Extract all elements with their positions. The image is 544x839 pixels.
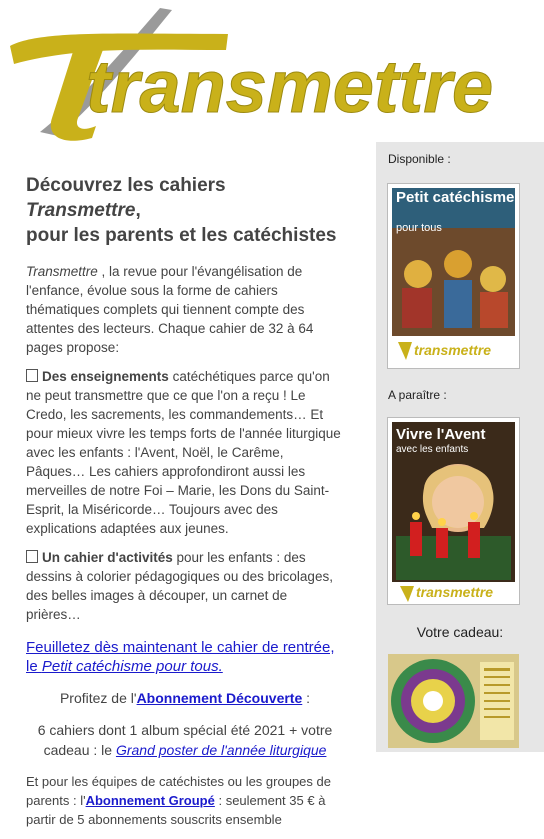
point-enseignements: Des enseignements catéchétiques parce qu'on ne peut transmettre que ce que l'on a reçu ! Le Credo, les sacrements, les commandements… Et pour mieux vivre les temps forts de l'année liturgique avec les enfants : l'Avent, Noël, le Carême, Pâques… Les cahiers approfondiront aussi les merveilles de notre Foi – Marie, les Dons du Saint-Esprit, la Miséricorde… Toujours avec des explications adaptées aux jeunes.	[26, 369, 341, 536]
feuilletez-link[interactable]: Feuilletez dès maintenant le cahier de rentrée, le Petit catéchisme pour tous.	[26, 639, 335, 675]
cover2-subtitle: avec les enfants	[396, 444, 469, 455]
cadeau-label: Votre cadeau:	[416, 624, 504, 640]
poster-annee-liturgique[interactable]	[388, 654, 519, 748]
checkbox-icon	[26, 369, 38, 382]
sidebar	[376, 142, 544, 752]
cover1-brand: transmettre	[414, 342, 492, 358]
logo-wordmark: transmettre	[86, 45, 494, 128]
cover1-subtitle: pour tous	[396, 222, 442, 234]
cover-petit-catechisme[interactable]	[388, 184, 519, 368]
main-content	[26, 173, 344, 839]
profitez-line: Profitez de l'Abonnement Découverte :	[59, 690, 311, 706]
abonnement-groupe-link[interactable]: Abonnement Groupé	[85, 793, 215, 808]
cover-vivre-avent[interactable]	[388, 418, 519, 604]
groups-paragraph: Et pour les équipes de catéchistes ou les groupes de parents : l'Abonnement Groupé : seulement 35 € à partir de 5 abonnements souscrits ensemble	[26, 774, 331, 827]
disponible-label: Disponible :	[388, 152, 451, 166]
transmettre-logo[interactable]	[0, 0, 544, 142]
point-activites: Un cahier d'activités pour les enfants : des dessins à colorier pédagogiques ou des bricolages, des belles images à découper, un carnet de prières…	[26, 550, 333, 622]
cover2-brand: transmettre	[416, 584, 494, 600]
intro-paragraph: Transmettre , la revue pour l'évangélisation de l'enfance, évolue sous la forme de cahiers thématiques complets qui tiennent compte des attentes des lecteurs. Chaque cahier de 32 à 64 pages propose:	[26, 264, 314, 355]
grand-poster-link[interactable]: Grand poster de l'année liturgique	[115, 742, 327, 758]
cover1-title: Petit catéchisme	[396, 189, 515, 206]
page-title: Découvrez les cahiers Transmettre, pour les parents et les catéchistes	[26, 175, 337, 246]
checkbox-icon	[26, 550, 38, 563]
header	[0, 0, 544, 142]
poster-image	[388, 654, 519, 748]
offer-line: 6 cahiers dont 1 album spécial été 2021 + votre cadeau : le Grand poster de l'année liturgique	[37, 722, 333, 758]
cover-petit-catechisme-image	[388, 184, 519, 368]
paraitre-label: A paraître :	[388, 388, 447, 402]
cover2-title: Vivre l'Avent	[396, 426, 486, 443]
abonnement-decouverte-link[interactable]: Abonnement Découverte	[136, 690, 303, 706]
